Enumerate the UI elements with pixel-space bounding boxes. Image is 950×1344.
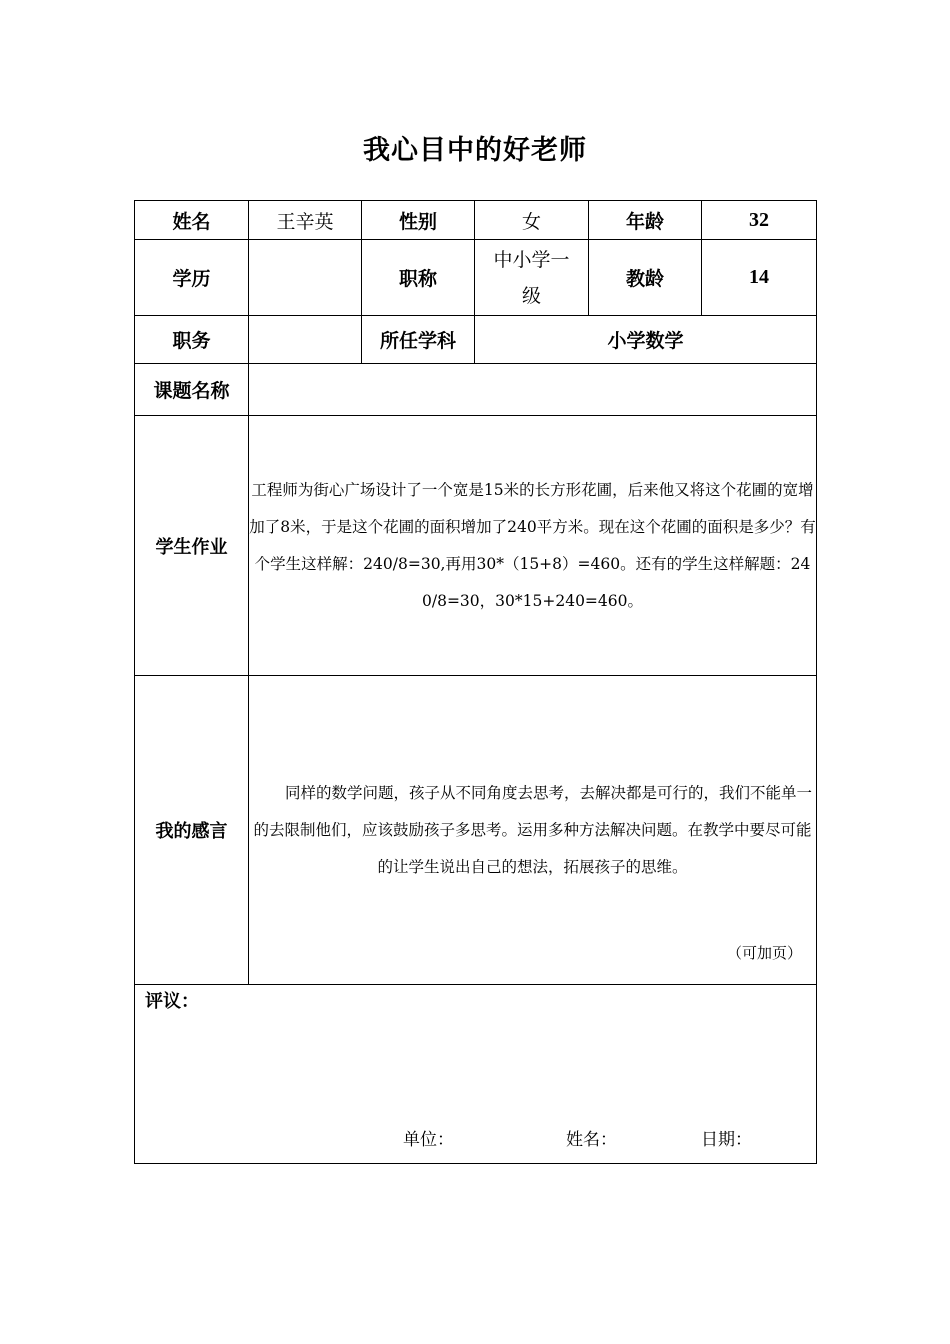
homework-text[interactable] [249, 416, 817, 676]
subject-label: 所任学科 [362, 316, 475, 364]
homework-label: 学生作业 [135, 416, 249, 676]
add-page-note: （可加页） [726, 944, 802, 962]
unit-label: 单位： [403, 1130, 454, 1150]
form-row-basic-info [135, 201, 817, 240]
date-label: 日期： [701, 1130, 752, 1150]
form-row-review [135, 985, 817, 1164]
age-label: 年龄 [589, 201, 702, 240]
name-value[interactable]: 王辛英 [249, 201, 362, 240]
title-value-line1: 中小学一 [493, 248, 570, 271]
form-row-topic [135, 364, 817, 416]
form-row-position [135, 316, 817, 364]
form-row-homework [135, 416, 817, 676]
name-label: 姓名 [135, 201, 249, 240]
signer-name-label: 姓名： [566, 1130, 617, 1150]
teaching-years-value[interactable]: 14 [702, 240, 817, 316]
homework-paragraph: 工程师为街心广场设计了一个宽是15米的长方形花圃，后来他又将这个花圃的宽增加了8米，于是这个花圃的面积增加了240平方米。现在这个花圃的面积是多少？有个学生这样解：240/8=30,再用30*（15+8）=460。还有的学生这样解题：240/8=30，30*15+240=460。 [249, 480, 816, 610]
title-label: 职称 [362, 240, 475, 316]
form-row-feelings [135, 676, 817, 985]
education-label: 学历 [135, 240, 249, 316]
title-value[interactable] [475, 240, 589, 316]
education-value[interactable] [249, 240, 362, 316]
position-value[interactable] [249, 316, 362, 364]
gender-label: 性别 [362, 201, 475, 240]
gender-value[interactable]: 女 [475, 201, 589, 240]
position-label: 职务 [135, 316, 249, 364]
review-box[interactable] [135, 985, 817, 1164]
form-row-education [135, 240, 817, 316]
feelings-label: 我的感言 [135, 676, 249, 985]
age-value[interactable]: 32 [702, 201, 817, 240]
review-label: 评议： [145, 991, 199, 1012]
topic-value[interactable] [249, 364, 817, 416]
topic-label: 课题名称 [135, 364, 249, 416]
subject-value[interactable]: 小学数学 [475, 316, 817, 364]
feelings-paragraph: 同样的数学问题，孩子从不同角度去思考，去解决都是可行的，我们不能单一的去限制他们，应该鼓励孩子多思考。运用多种方法解决问题。在教学中要尽可能的让学生说出自己的想法，拓展孩子的思维。 [253, 783, 812, 876]
feelings-text[interactable] [249, 676, 817, 985]
page-title: 我心目中的好老师 [363, 135, 587, 166]
teacher-form-table [134, 200, 817, 1164]
title-value-line2: 级 [521, 284, 541, 307]
teaching-years-label: 教龄 [589, 240, 702, 316]
